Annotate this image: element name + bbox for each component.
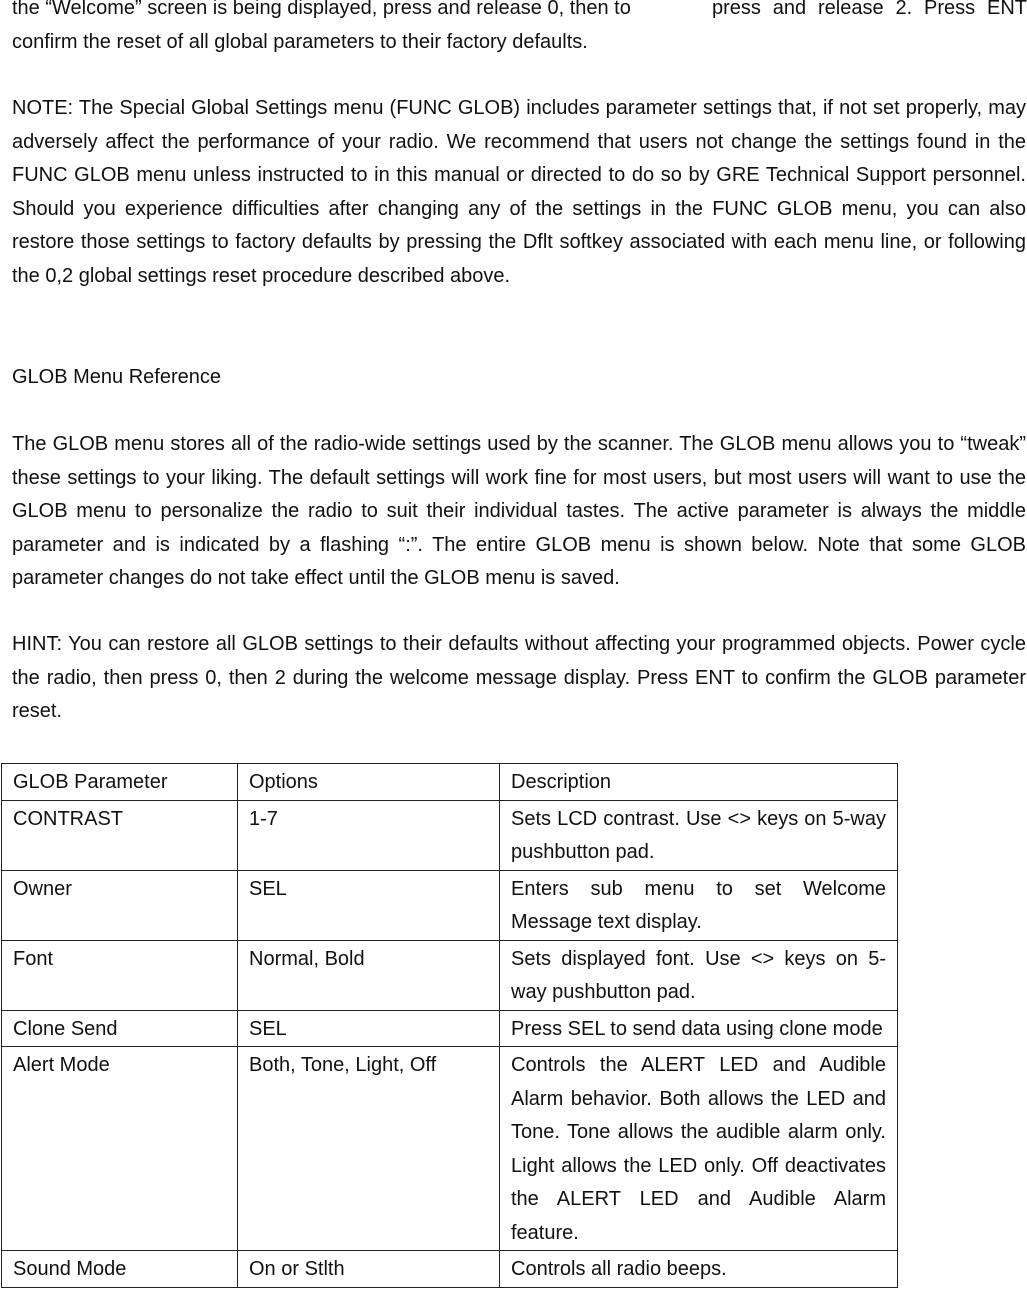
table-row [2, 1010, 898, 1047]
cell-options: Normal, Bold [238, 940, 500, 1010]
table-row [2, 1251, 898, 1288]
cell-options: 1-7 [238, 800, 500, 870]
table-row [2, 870, 898, 940]
table-row [2, 940, 898, 1010]
table-row [2, 1047, 898, 1251]
table-header-row [2, 764, 898, 801]
cell-description: Controls the ALERT LED and Audible Alarm behavior. Both allows the LED and Tone. Tone allows the audible alarm only. Light allows the LED only. Off deactivates the ALERT LED and Audible Alarm feature. [500, 1047, 898, 1251]
header-parameter: GLOB Parameter [2, 764, 238, 801]
table-row [2, 800, 898, 870]
note-paragraph: NOTE: The Special Global Settings menu (FUNC GLOB) includes parameter settings that, if not set properly, may adversely affect the performance of your radio. We recommend that users not change the settings found in the FUNC GLOB menu unless instructed to in this manual or directed to do so by GRE Technical Support personnel. Should you experience difficulties after changing any of the settings in the FUNC GLOB menu, you can also restore those settings to factory defaults by pressing the Dflt softkey associated with each menu line, or following the 0,2 global settings reset procedure described above. [12, 97, 1026, 287]
cell-description: Sets LCD contrast. Use <> keys on 5-way pushbutton pad. [500, 800, 898, 870]
cell-parameter: CONTRAST [2, 800, 238, 870]
cell-options: Both, Tone, Light, Off [238, 1047, 500, 1251]
cell-parameter: Font [2, 940, 238, 1010]
cell-options: SEL [238, 870, 500, 940]
cell-description: Sets displayed font. Use <> keys on 5-way pushbutton pad. [500, 940, 898, 1010]
cell-parameter: Clone Send [2, 1010, 238, 1047]
cell-parameter: Alert Mode [2, 1047, 238, 1251]
cell-options: SEL [238, 1010, 500, 1047]
cell-parameter: Sound Mode [2, 1251, 238, 1288]
intro-right-text: press and release 2. Press ENT [712, 0, 1027, 19]
intro-left-text: the “Welcome” screen is being displayed, press and release 0, then to confirm the reset of all global parameters to their factory defaults. [12, 0, 631, 53]
cell-parameter: Owner [2, 870, 238, 940]
glob-parameter-table [1, 763, 898, 1288]
section-heading: GLOB Menu Reference [12, 366, 221, 388]
header-description: Description [500, 764, 898, 801]
cell-options: On or Stlth [238, 1251, 500, 1288]
header-options: Options [238, 764, 500, 801]
cell-description: Controls all radio beeps. [500, 1251, 898, 1288]
hint-paragraph: HINT: You can restore all GLOB settings to their defaults without affecting your programmed objects. Power cycle the radio, then press 0, then 2 during the welcome message display. Press ENT to confirm the GLOB parameter reset. [12, 633, 1026, 722]
cell-description: Enters sub menu to set Welcome Message text display. [500, 870, 898, 940]
cell-description: Press SEL to send data using clone mode [500, 1010, 898, 1047]
glob-description-paragraph: The GLOB menu stores all of the radio-wide settings used by the scanner. The GLOB menu allows you to “tweak” these settings to your liking. The default settings will work fine for most users, but most users will want to use the GLOB menu to personalize the radio to suit their individual tastes. The active parameter is always the middle parameter and is indicated by a flashing “:”. The entire GLOB menu is shown below. Note that some GLOB parameter changes do not take effect until the GLOB menu is saved. [12, 433, 1026, 589]
